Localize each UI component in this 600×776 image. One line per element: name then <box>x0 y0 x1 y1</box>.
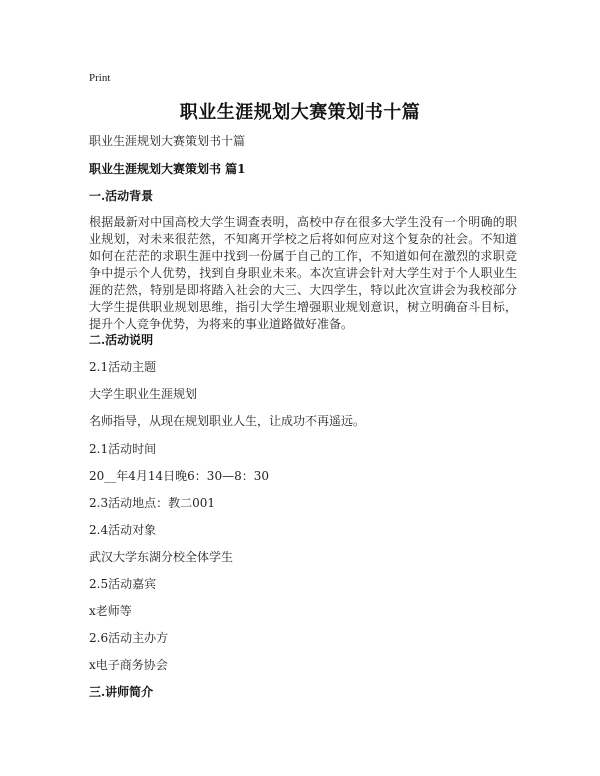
activity-guest-label: 2.5活动嘉宾 <box>89 577 157 591</box>
heading-activity-description: 二.活动说明 <box>89 333 154 347</box>
activity-place: 2.3活动地点：教二001 <box>89 496 215 510</box>
activity-target-label: 2.4活动对象 <box>89 523 157 537</box>
activity-time-value: 20__年4月14日晚6：30—8：30 <box>89 469 269 483</box>
section-title: 职业生涯规划大赛策划书 篇1 <box>89 162 246 176</box>
activity-slogan: 名师指导，从现在规划职业人生，让成功不再遥远。 <box>89 414 366 428</box>
activity-time-label: 2.1活动时间 <box>89 442 157 456</box>
document-subtitle: 职业生涯规划大赛策划书十篇 <box>89 134 246 148</box>
document-title: 职业生涯规划大赛策划书十篇 <box>179 102 421 123</box>
activity-theme-label: 2.1活动主题 <box>89 360 157 374</box>
activity-host-label: 2.6活动主办方 <box>89 631 169 645</box>
heading-lecturer-intro: 三.讲师简介 <box>89 685 154 699</box>
activity-target-value: 武汉大学东湖分校全体学生 <box>89 550 234 564</box>
activity-host-value: x电子商务协会 <box>89 658 168 672</box>
print-label: Print <box>89 72 111 84</box>
activity-theme-value: 大学生职业生涯规划 <box>89 387 198 401</box>
background-paragraph: 根据最新对中国高校大学生调查表明，高校中存在很多大学生没有一个明确的职业规划，对未来很茫然，不知离开学校之后将如何应对这个复杂的社会。不知道如何在茫茫的求职生涯中找到一份属于自己的工作，不知道如何在激烈的求职竞争中提示个人优势，找到自身职业未来。本次宣讲会针对大学生对于个人职业生涯的茫然，特别是即将踏入社会的大三、大四学生，特以此次宣讲会为我校部分大学生提供职业规划思维，指引大学生增强职业规划意识，树立明确奋斗目标，提升个人竞争优势，为将来的事业道路做好准备。 <box>89 215 517 331</box>
heading-activity-background: 一.活动背景 <box>89 189 154 203</box>
activity-guest-value: x老师等 <box>89 604 132 618</box>
